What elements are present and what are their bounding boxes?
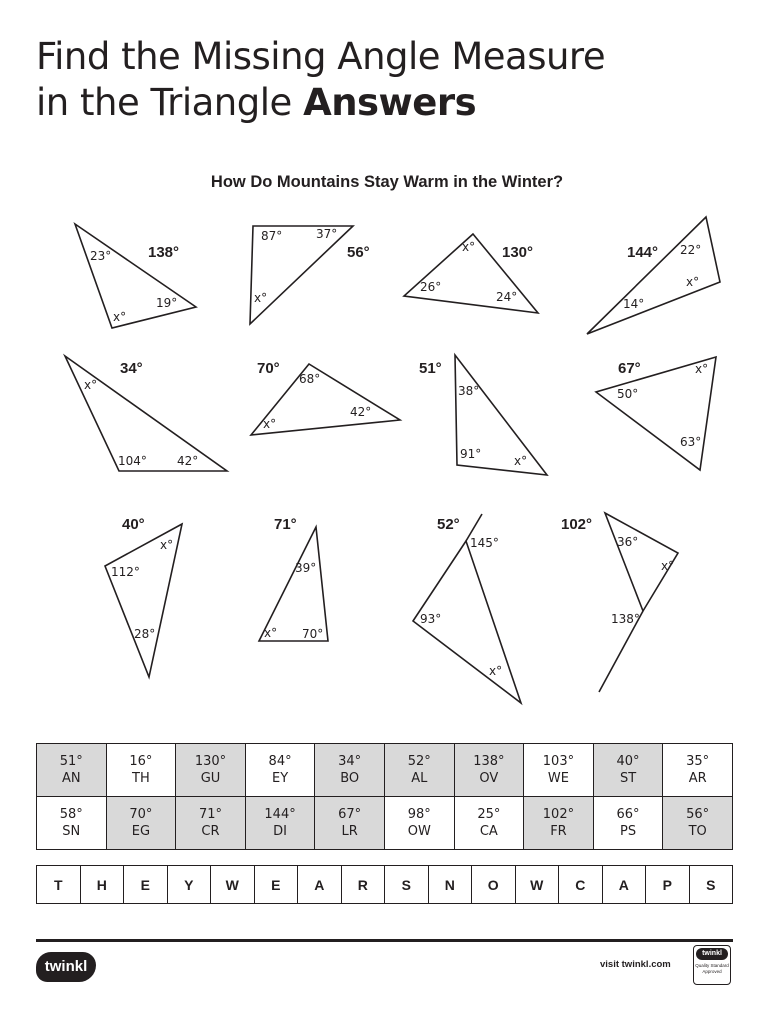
code-key-letters: DI <box>273 824 287 839</box>
answer-letter-box: H <box>80 866 124 904</box>
visit-website-text: visit twinkl.com <box>600 959 671 970</box>
code-key-cell <box>176 744 246 797</box>
t1-angle-1: 23° <box>90 249 112 263</box>
t9-angle-3: 28° <box>134 627 156 641</box>
code-key-angle: 71° <box>198 807 222 822</box>
code-key-table <box>36 743 733 850</box>
t4-answer: 144° <box>627 244 659 261</box>
code-key-cell <box>663 797 733 850</box>
code-key-cell <box>663 744 733 797</box>
code-key-angle: 98° <box>407 807 431 822</box>
title-answers: Answers <box>303 81 477 124</box>
code-key-cell <box>524 797 594 850</box>
code-key-row <box>37 744 733 797</box>
t11-angle-2: 93° <box>420 612 442 626</box>
t10-angle-1: 39° <box>295 561 317 575</box>
t8-answer: 67° <box>618 360 641 377</box>
code-key-letters: AN <box>61 771 81 786</box>
code-key-cell <box>454 797 524 850</box>
t9-answer: 40° <box>122 516 145 533</box>
answer-letter-box: W <box>515 866 559 904</box>
code-key-cell <box>106 797 176 850</box>
code-key-letters: TH <box>132 771 150 786</box>
code-key-angle: 66° <box>616 807 640 822</box>
t8-angle-3: 63° <box>680 435 702 449</box>
t8-angle-1: x° <box>695 362 709 376</box>
badge-text: Quality Standard Approved <box>695 963 729 974</box>
t3-angle-1: x° <box>462 240 476 254</box>
code-key-row <box>37 797 733 850</box>
triangle-4 <box>587 217 720 334</box>
answer-letter-box: Y <box>167 866 211 904</box>
code-key-cell <box>37 744 107 797</box>
t3-angle-2: 26° <box>420 280 442 294</box>
t12-answer: 102° <box>561 516 593 533</box>
t12-angle-3: 138° <box>611 612 640 626</box>
triangle-1 <box>75 224 196 328</box>
answer-letter-box: A <box>298 866 342 904</box>
code-key-cell <box>384 797 454 850</box>
t12-angle-1: 36° <box>617 535 639 549</box>
code-key-angle: 52° <box>407 754 431 769</box>
code-key-cell <box>524 744 594 797</box>
code-key-cell <box>454 744 524 797</box>
twinkl-logo: twinkl <box>36 952 96 982</box>
code-key-angle: 34° <box>338 754 362 769</box>
code-key-angle: 130° <box>194 754 227 769</box>
code-key-letters: OV <box>479 771 499 786</box>
code-key-angle: 51° <box>59 754 83 769</box>
t5-angle-2: 104° <box>118 454 147 468</box>
t6-answer: 70° <box>257 360 280 377</box>
t10-answer: 71° <box>274 516 297 533</box>
code-key-angle: 56° <box>686 807 710 822</box>
code-key-angle: 138° <box>473 754 505 769</box>
t3-answer: 130° <box>502 244 534 261</box>
code-key-angle: 67° <box>338 807 362 822</box>
code-key-cell <box>106 744 176 797</box>
code-key-cell <box>245 797 315 850</box>
triangle-10 <box>259 527 328 641</box>
title-line-2-prefix: in the Triangle <box>36 81 292 124</box>
t7-angle-1: 38° <box>458 384 480 398</box>
code-key-angle: 103° <box>542 754 575 769</box>
code-key-cell <box>176 797 246 850</box>
t4-angle-3: 14° <box>623 297 645 311</box>
riddle-question: How Do Mountains Stay Warm in the Winter? <box>210 173 564 191</box>
answer-letter-box: E <box>254 866 298 904</box>
answer-letter-box: W <box>211 866 255 904</box>
t5-angle-1: x° <box>84 378 98 392</box>
code-key-letters: WE <box>547 771 569 786</box>
code-key-letters: AL <box>411 771 428 786</box>
t10-angle-2: x° <box>264 626 278 640</box>
title-line-1: Find the Missing Angle Measure <box>36 35 606 78</box>
t3-angle-3: 24° <box>496 290 518 304</box>
code-key-angle: 40° <box>616 754 640 769</box>
code-key-angle: 58° <box>59 807 83 822</box>
t6-angle-1: 68° <box>299 372 321 386</box>
t6-angle-2: 42° <box>350 405 372 419</box>
code-key-letters: TO <box>688 824 707 839</box>
code-key-letters: FR <box>550 824 567 839</box>
code-key-letters: SN <box>62 824 81 839</box>
answer-letter-box: C <box>559 866 603 904</box>
t4-angle-1: 22° <box>680 243 702 257</box>
code-key-cell <box>315 744 385 797</box>
code-key-angle: 102° <box>542 807 575 822</box>
t1-angle-2: 19° <box>156 296 178 310</box>
t11-answer: 52° <box>437 516 460 533</box>
badge-logo: twinkl <box>696 948 728 960</box>
t2-answer: 56° <box>347 244 370 261</box>
t9-angle-2: 112° <box>111 565 140 579</box>
t5-angle-3: 42° <box>177 454 199 468</box>
answer-letter-box: O <box>472 866 516 904</box>
t2-angle-3: x° <box>254 291 268 305</box>
t11-angle-1: 145° <box>470 536 499 550</box>
t7-angle-3: x° <box>514 454 528 468</box>
t2-angle-1: 87° <box>261 229 283 243</box>
answer-letter-box: R <box>341 866 385 904</box>
t1-angle-3: x° <box>113 310 127 324</box>
code-key-letters: ST <box>619 771 637 786</box>
code-key-angle: 84° <box>268 754 292 769</box>
answer-letter-box: P <box>646 866 690 904</box>
t10-angle-3: 70° <box>302 627 324 641</box>
code-key-cell <box>384 744 454 797</box>
code-key-letters: EY <box>272 771 289 786</box>
code-key-angle: 25° <box>477 807 501 822</box>
code-key-angle: 16° <box>129 754 153 769</box>
footer-divider <box>36 939 733 942</box>
code-key-cell <box>37 797 107 850</box>
code-key-angle: 35° <box>686 754 710 769</box>
answer-letter-boxes <box>36 865 733 904</box>
code-key-letters: EG <box>131 824 151 839</box>
t1-answer: 138° <box>148 244 180 261</box>
code-key-cell <box>593 744 663 797</box>
answer-letter-box: E <box>124 866 168 904</box>
code-key-cell <box>245 744 315 797</box>
t12-angle-2: x° <box>661 559 675 573</box>
code-key-letters: AR <box>688 771 707 786</box>
code-key-letters: CA <box>479 824 498 839</box>
code-key-cell <box>593 797 663 850</box>
code-key-cell <box>315 797 385 850</box>
code-key-letters: PS <box>620 824 637 839</box>
answer-letter-box: S <box>689 866 733 904</box>
code-key-letters: LR <box>341 824 358 839</box>
t11-angle-3: x° <box>489 664 503 678</box>
t2-angle-2: 37° <box>316 227 338 241</box>
code-key-angle: 144° <box>264 807 296 822</box>
code-key-letters: OW <box>407 824 431 839</box>
code-key-letters: CR <box>201 824 220 839</box>
t6-angle-3: x° <box>263 417 277 431</box>
code-key-angle: 70° <box>129 807 153 822</box>
code-key-letters: GU <box>200 771 221 786</box>
t8-angle-2: 50° <box>617 387 639 401</box>
answer-letter-box: A <box>602 866 646 904</box>
t7-answer: 51° <box>419 360 442 377</box>
t4-angle-2: x° <box>686 275 700 289</box>
code-key-letters: BO <box>340 771 360 786</box>
answer-letter-box: T <box>37 866 81 904</box>
t5-answer: 34° <box>120 360 143 377</box>
quality-standard-badge <box>693 945 731 985</box>
answer-letter-box: S <box>385 866 429 904</box>
t9-angle-1: x° <box>160 538 174 552</box>
answer-letter-box: N <box>428 866 472 904</box>
t7-angle-2: 91° <box>460 447 482 461</box>
